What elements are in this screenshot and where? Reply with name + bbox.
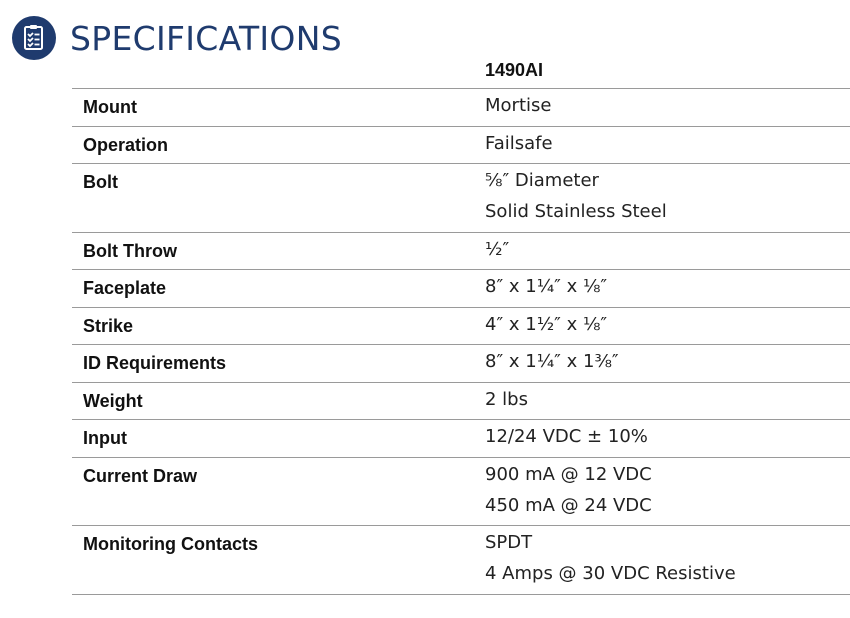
- spec-value: 4″ x 1½″ x ⅛″: [485, 313, 608, 335]
- spec-values: [485, 240, 509, 271]
- spec-rows: [72, 89, 850, 595]
- spec-row: [72, 420, 850, 458]
- spec-value: ½″: [485, 238, 510, 260]
- spec-row: [72, 233, 850, 271]
- spec-value: 8″ x 1¼″ x 1⅜″: [485, 351, 619, 372]
- model-name: 1490AI: [485, 60, 544, 80]
- spec-label: Weight: [83, 390, 143, 411]
- page-header: [12, 16, 342, 60]
- specifications-table: [72, 58, 850, 595]
- page-title: SPECIFICATIONS: [70, 18, 342, 58]
- spec-row: [72, 89, 850, 127]
- spec-label: Bolt Throw: [83, 240, 177, 261]
- spec-row: [72, 308, 850, 346]
- spec-values: [485, 171, 667, 233]
- spec-label: Input: [83, 428, 127, 448]
- spec-value: 12/24 VDC ± 10%: [485, 426, 648, 447]
- spec-row: [72, 270, 850, 308]
- spec-value: Mortise: [485, 95, 552, 116]
- spec-values: [485, 96, 551, 127]
- spec-value: Failsafe: [485, 132, 553, 154]
- spec-values: [485, 390, 528, 421]
- spec-value: SPDT: [485, 532, 533, 553]
- model-header-row: [72, 58, 850, 89]
- spec-label: Strike: [83, 315, 134, 336]
- spec-checklist-icon: [12, 16, 56, 60]
- spec-value: Solid Stainless Steel: [485, 201, 667, 222]
- spec-label: Operation: [83, 134, 169, 155]
- spec-values: [485, 465, 652, 527]
- spec-row: [72, 458, 850, 527]
- spec-value: 4 Amps @ 30 VDC Resistive: [485, 563, 736, 584]
- spec-row: [72, 383, 850, 421]
- spec-row: [72, 526, 850, 595]
- spec-row: [72, 345, 850, 383]
- spec-value: 900 mA @ 12 VDC: [485, 463, 652, 485]
- spec-row: [72, 127, 850, 165]
- spec-values: [485, 427, 648, 458]
- spec-label: Monitoring Contacts: [83, 534, 258, 554]
- spec-label: Bolt: [83, 172, 118, 192]
- spec-value: ⅝″ Diameter: [485, 170, 599, 191]
- spec-values: [485, 352, 619, 383]
- spec-label: Current Draw: [83, 465, 198, 486]
- spec-values: [485, 315, 607, 346]
- spec-label: ID Requirements: [83, 353, 227, 373]
- spec-label: Faceplate: [83, 278, 167, 298]
- spec-values: [485, 134, 553, 165]
- spec-values: [485, 533, 736, 595]
- spec-value: 2 lbs: [485, 388, 528, 410]
- spec-label: Mount: [83, 97, 137, 117]
- spec-value: 8″ x 1¼″ x ⅛″: [485, 276, 608, 297]
- spec-values: [485, 277, 607, 308]
- spec-value: 450 mA @ 24 VDC: [485, 494, 652, 516]
- spec-row: [72, 164, 850, 233]
